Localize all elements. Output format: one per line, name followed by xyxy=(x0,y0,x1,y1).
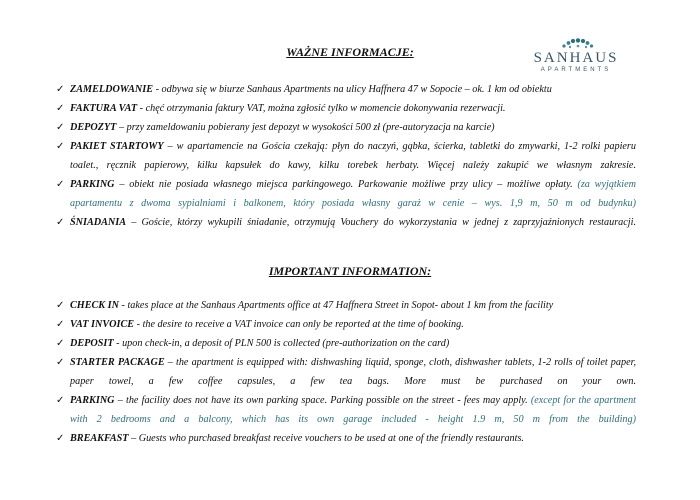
checkmark-icon: ✓ xyxy=(56,357,65,368)
item-text: – obiekt nie posiada własnego miejsca parkingowego. Parkowanie możliwe przy ulicy – możliwe opłaty. xyxy=(114,179,578,190)
item-text: – Guests who purchased breakfast receive vouchers to be used at one of the friendly restaurants. xyxy=(128,433,524,444)
logo-subtitle: APARTMENTS xyxy=(540,67,612,73)
item-label: FAKTURA VAT xyxy=(70,103,138,114)
en-item-deposit xyxy=(56,334,636,353)
item-text: - the desire to receive a VAT invoice can only be reported at the time of booking. xyxy=(134,319,464,330)
item-label: PAKIET STARTOWY xyxy=(70,141,164,152)
item-text: - odbywa się w biurze Sanhaus Apartments na ulicy Haffnera 47 w Sopocie – ok. 1 km od obiektu xyxy=(153,84,552,95)
item-label: DEPOSIT xyxy=(70,338,114,349)
checkmark-icon: ✓ xyxy=(56,217,65,228)
item-text: – the apartment is equipped with: dishwashing liquid, sponge, cloth, dishwasher tablets, 1-2 rolls of toilet paper, paper towel, a few coffee capsules, a few tea bags. More must be purchased on your own. xyxy=(70,357,636,387)
item-note: (za wyjątkiem apartamentu z dwoma sypialniami i balkonem, który posiada własny garaż w cenie – wys. 1,9 m, 50 m od budynku) xyxy=(70,179,636,209)
item-label: VAT INVOICE xyxy=(70,319,135,330)
pl-item-vat xyxy=(56,99,636,118)
checkmark-icon: ✓ xyxy=(56,141,65,152)
en-item-vat xyxy=(56,315,636,334)
checkmark-icon: ✓ xyxy=(56,300,65,311)
item-text: – w apartamencie na Gościa czekają: płyn do naczyń, gąbka, ścierka, tabletki do zmywarki, 1-2 rolki papieru toalet., ręcznik papierowy, kilku kapsułek do kawy, kilku torebek herbaty. Więcej należy zakupić we własnym zakresie. xyxy=(70,141,636,171)
logo-wordmark: SANHAUS xyxy=(533,50,619,66)
item-text: – Goście, którzy wykupili śniadanie, otrzymują Vouchery do wykorzystania w jednej z zaprzyjaźnionych restauracji. xyxy=(126,217,636,228)
pl-item-checkin xyxy=(56,80,636,99)
en-item-checkin xyxy=(56,296,636,315)
checkmark-icon: ✓ xyxy=(56,103,65,114)
item-label: CHECK IN xyxy=(70,300,119,311)
checkmark-icon: ✓ xyxy=(56,433,65,444)
heading-en: IMPORTANT INFORMATION: xyxy=(268,264,432,278)
item-text: - upon check-in, a deposit of PLN 500 is collected (pre-authorization on the card) xyxy=(113,338,450,349)
item-text: – przy zameldowaniu pobierany jest depozyt w wysokości 500 zł (pre-autoryzacja na karcie) xyxy=(116,122,495,133)
checkmark-icon: ✓ xyxy=(56,122,65,133)
pl-item-deposit xyxy=(56,118,636,137)
item-label: PARKING xyxy=(70,395,115,406)
item-text: – the facility does not have its own parking space. Parking possible on the street - fees may apply. xyxy=(114,395,531,406)
item-note: (except for the apartment with 2 bedrooms and a balcony, which has its own garage included - height 1.9 m, 50 m from the building) xyxy=(70,395,636,425)
checkmark-icon: ✓ xyxy=(56,319,65,330)
checkmark-icon: ✓ xyxy=(56,395,65,406)
heading-pl: WAŻNE INFORMACJE: xyxy=(286,45,414,59)
item-label: ZAMELDOWANIE xyxy=(70,84,154,95)
item-label: STARTER PACKAGE xyxy=(70,357,165,368)
item-label: ŚNIADANIA xyxy=(70,217,127,228)
item-label: BREAKFAST xyxy=(70,433,129,444)
item-label: DEPOZYT xyxy=(70,122,117,133)
checkmark-icon: ✓ xyxy=(56,179,65,190)
checkmark-icon: ✓ xyxy=(56,338,65,349)
en-item-breakfast xyxy=(56,429,636,448)
item-text: - chęć otrzymania faktury VAT, można zgłosić tylko w momencie dokonywania rezerwacji. xyxy=(137,103,506,114)
checkmark-icon: ✓ xyxy=(56,84,65,95)
item-label: PARKING xyxy=(70,179,115,190)
item-text: - takes place at the Sanhaus Apartments office at 47 Haffnera Street in Sopot- about 1 km from the facility xyxy=(118,300,554,311)
pl-item-breakfast xyxy=(56,213,636,251)
